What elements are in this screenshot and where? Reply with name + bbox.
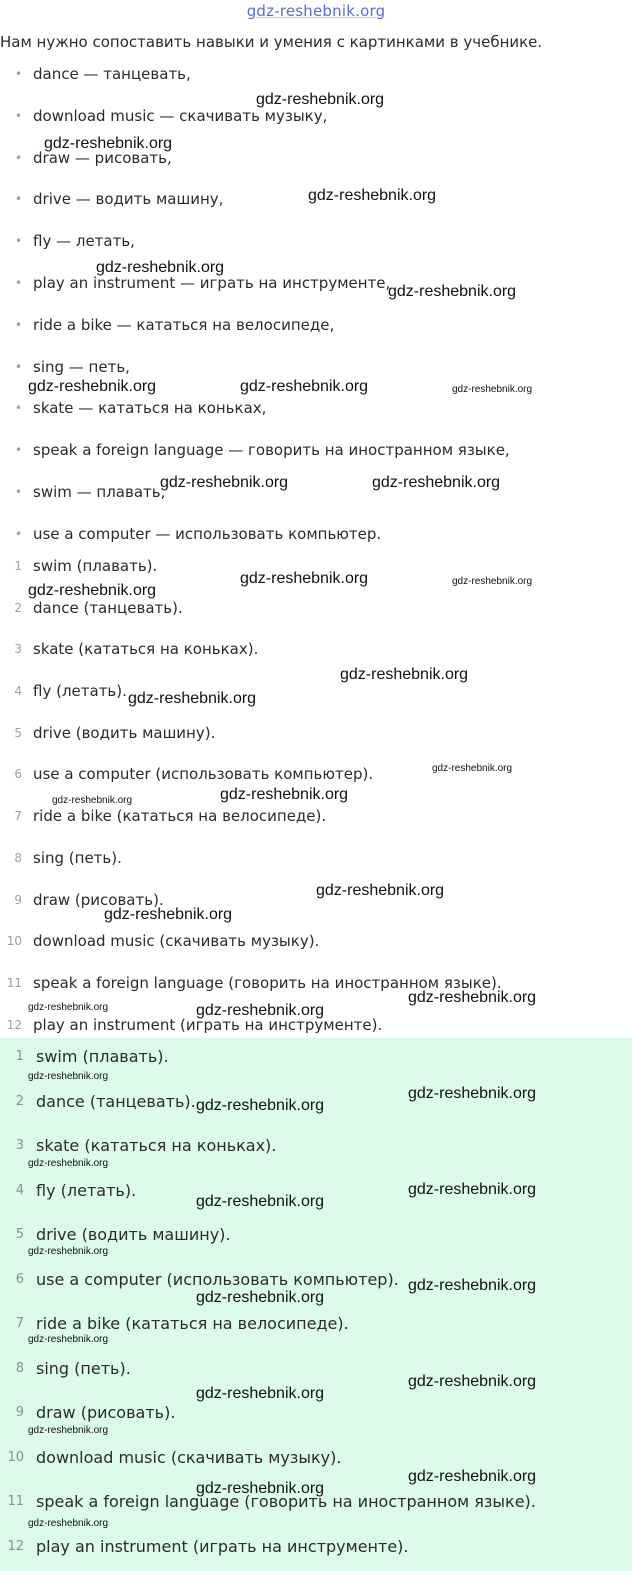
item-number: 6 <box>14 767 22 782</box>
bullet-marker: • <box>15 526 23 541</box>
watermark: gdz-reshebnik.org <box>240 378 369 395</box>
watermark: gdz-reshebnik.org <box>340 666 469 683</box>
list-item-text: dance (танцевать). <box>33 598 183 617</box>
item-number: 12 <box>6 1017 22 1032</box>
watermark: gdz-reshebnik.org <box>96 259 225 276</box>
watermark: gdz-reshebnik.org <box>28 1071 109 1082</box>
list-item-text: skate (кататься на коньках). <box>33 640 259 659</box>
bullet-marker: • <box>15 108 23 123</box>
watermark: gdz-reshebnik.org <box>128 690 257 707</box>
watermark: gdz-reshebnik.org <box>28 582 157 599</box>
bullet-marker: • <box>15 234 23 249</box>
list-item-text: speak a foreign language (говорить на иностранном языке). <box>36 1492 536 1511</box>
list-item-text: dance (танцевать). <box>36 1091 196 1111</box>
watermark: gdz-reshebnik.org <box>372 474 501 491</box>
watermark: gdz-reshebnik.org <box>196 1480 325 1497</box>
watermark: gdz-reshebnik.org <box>196 1289 325 1306</box>
watermark: gdz-reshebnik.org <box>408 1277 537 1294</box>
list-item-text: sing (петь). <box>36 1358 131 1378</box>
item-number: 8 <box>14 850 22 865</box>
list-item-text: swim (плавать). <box>33 557 158 575</box>
item-number: 6 <box>15 1271 24 1287</box>
bullet-marker: • <box>15 192 23 207</box>
watermark: gdz-reshebnik.org <box>432 763 513 774</box>
item-number: 4 <box>15 1182 24 1198</box>
watermark: gdz-reshebnik.org <box>28 1425 109 1436</box>
watermark: gdz-reshebnik.org <box>28 378 157 395</box>
watermark: gdz-reshebnik.org <box>408 1085 537 1102</box>
bullet-marker: • <box>15 317 23 332</box>
item-number: 9 <box>15 1405 24 1420</box>
site-header-link[interactable]: gdz-reshebnik.org <box>246 2 386 20</box>
item-number: 10 <box>7 1449 24 1465</box>
watermark: gdz-reshebnik.org <box>28 1002 109 1013</box>
item-number: 7 <box>14 809 22 824</box>
item-number: 5 <box>15 1227 24 1242</box>
list-item-text: ride a bike (кататься на велосипеде). <box>33 807 327 826</box>
watermark: gdz-reshebnik.org <box>196 1385 325 1402</box>
item-number: 2 <box>15 1093 24 1109</box>
list-item-text: ride a bike — кататься на велосипеде, <box>33 315 335 334</box>
watermark: gdz-reshebnik.org <box>160 474 289 491</box>
watermark: gdz-reshebnik.org <box>220 786 349 803</box>
item-number: 8 <box>15 1360 24 1376</box>
item-number: 12 <box>7 1538 24 1554</box>
watermark: gdz-reshebnik.org <box>104 906 233 923</box>
item-number: 7 <box>15 1316 24 1331</box>
watermark: gdz-reshebnik.org <box>408 1468 537 1485</box>
intro-text: Нам нужно сопоставить навыки и умения с картинками в учебнике. <box>0 33 543 51</box>
list-item-text: skate — кататься на коньках, <box>33 399 267 418</box>
list-item-text: fly (летать). <box>36 1180 137 1200</box>
watermark: gdz-reshebnik.org <box>196 1193 325 1210</box>
list-item-text: speak a foreign language (говорить на иностранном языке). <box>33 973 502 992</box>
list-item-text: drive (водить машину). <box>33 723 216 742</box>
watermark: gdz-reshebnik.org <box>408 1181 537 1198</box>
watermark: gdz-reshebnik.org <box>308 187 437 204</box>
watermark: gdz-reshebnik.org <box>28 1334 109 1345</box>
list-item-text: use a computer (использовать компьютер). <box>36 1269 399 1289</box>
list-item-text: drive — водить машину, <box>33 190 224 209</box>
list-item-text: use a computer — использовать компьютер. <box>33 524 382 543</box>
bullet-marker: • <box>15 443 23 458</box>
list-item-text: play an instrument — играть на инструменте, <box>33 273 391 292</box>
watermark: gdz-reshebnik.org <box>452 576 533 587</box>
watermark: gdz-reshebnik.org <box>196 1097 325 1114</box>
list-item-text: sing (петь). <box>33 848 122 867</box>
list-item-text: skate (кататься на коньках). <box>36 1136 277 1155</box>
watermark: gdz-reshebnik.org <box>452 384 533 395</box>
list-item-text: play an instrument (играть на инструменте). <box>33 1015 383 1034</box>
list-item-text: download music (скачивать музыку). <box>33 932 320 951</box>
watermark: gdz-reshebnik.org <box>196 1002 325 1019</box>
item-number: 2 <box>14 600 22 615</box>
list-item-text: speak a foreign language — говорить на иностранном языке, <box>33 441 510 460</box>
list-item-text: play an instrument (играть на инструменте). <box>36 1536 409 1556</box>
item-number: 3 <box>15 1138 24 1153</box>
item-number: 11 <box>7 1494 24 1509</box>
list-item-text: ride a bike (кататься на велосипеде). <box>36 1314 349 1333</box>
item-number: 4 <box>14 684 22 699</box>
item-number: 10 <box>6 934 22 949</box>
list-item-text: use a computer (использовать компьютер). <box>33 765 374 784</box>
item-number: 3 <box>14 642 22 657</box>
bullet-marker: • <box>15 484 23 499</box>
item-number: 5 <box>14 725 22 740</box>
watermark: gdz-reshebnik.org <box>408 989 537 1006</box>
list-item-text: swim (плавать). <box>36 1047 169 1066</box>
bullet-marker: • <box>15 275 23 290</box>
list-item-text: download music — скачивать музыку, <box>33 106 328 125</box>
watermark: gdz-reshebnik.org <box>52 795 133 806</box>
list-item-text: draw (рисовать). <box>36 1403 176 1422</box>
list-item-text: download music (скачивать музыку). <box>36 1447 342 1467</box>
bullet-marker: • <box>15 359 23 374</box>
bullet-marker: • <box>15 67 23 81</box>
watermark: gdz-reshebnik.org <box>28 1518 109 1529</box>
item-number: 9 <box>14 892 22 907</box>
item-number: 1 <box>14 559 22 573</box>
watermark: gdz-reshebnik.org <box>388 283 517 300</box>
list-item-text: fly (летать). <box>33 682 127 701</box>
list-item-text: fly — летать, <box>33 232 135 251</box>
watermark: gdz-reshebnik.org <box>256 91 385 108</box>
list-item-text: draw — рисовать, <box>33 148 172 167</box>
bullet-marker: • <box>15 150 23 165</box>
list-item-text: drive (водить машину). <box>36 1225 231 1244</box>
list-item-text: dance — танцевать, <box>33 65 191 83</box>
item-number: 11 <box>6 975 22 990</box>
list-item-text: sing — петь, <box>33 357 130 376</box>
watermark: gdz-reshebnik.org <box>316 882 445 899</box>
list-item-text: swim — плавать, <box>33 482 166 501</box>
bullet-marker: • <box>15 401 23 416</box>
item-number: 1 <box>15 1049 24 1064</box>
watermark: gdz-reshebnik.org <box>240 570 369 587</box>
watermark: gdz-reshebnik.org <box>28 1246 109 1257</box>
list-item-text: draw (рисовать). <box>33 890 164 909</box>
watermark: gdz-reshebnik.org <box>28 1158 109 1169</box>
watermark: gdz-reshebnik.org <box>408 1373 537 1390</box>
watermark: gdz-reshebnik.org <box>44 135 173 152</box>
